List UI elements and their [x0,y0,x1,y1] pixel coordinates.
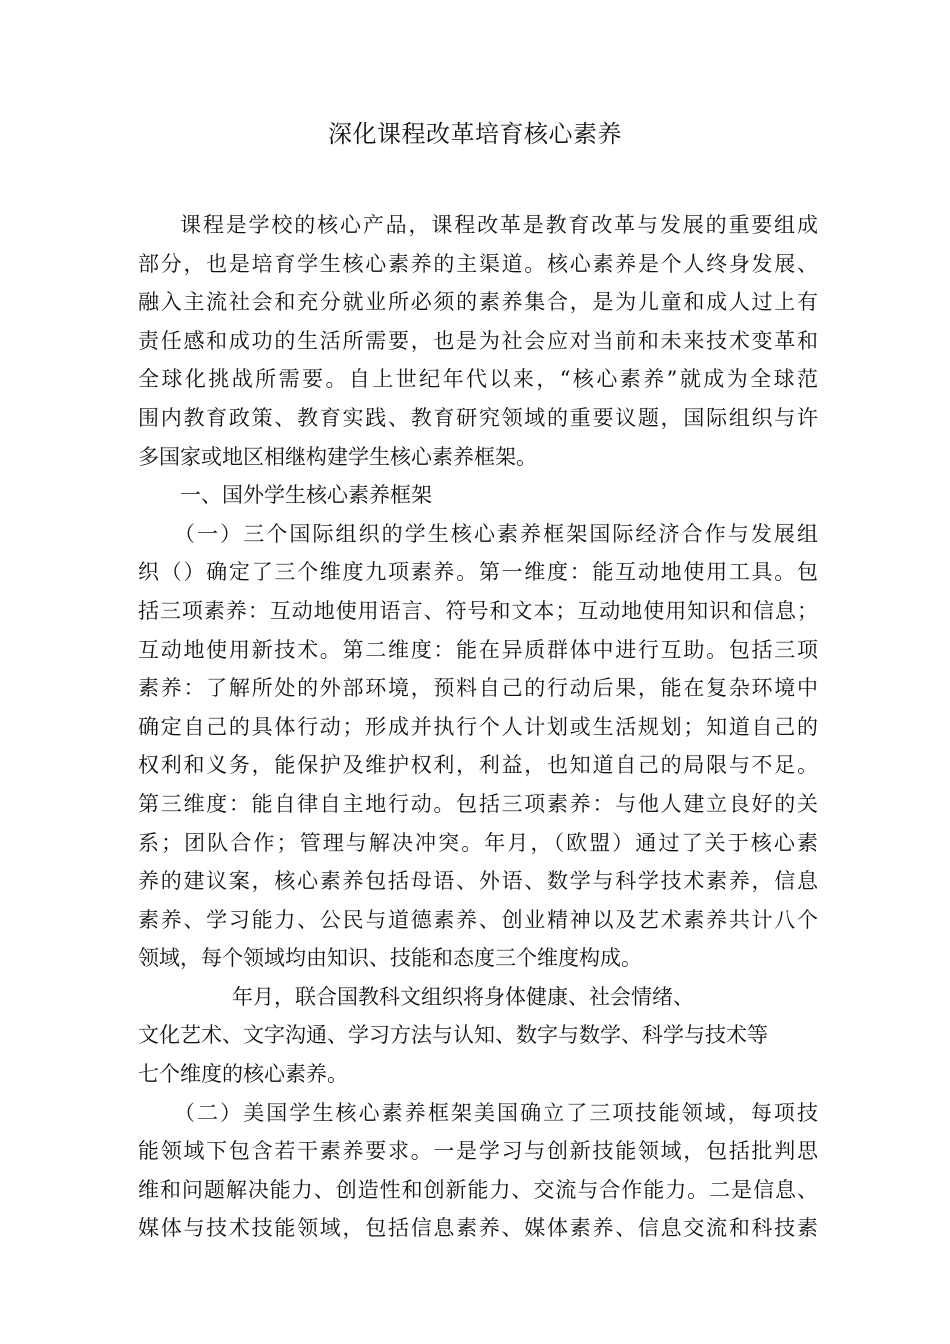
body-line: 系；团队合作；管理与解决冲突。年月，（欧盟）通过了关于核心素 [138,830,818,855]
body-line: 责任感和成功的生活所需要，也是为社会应对当前和未来技术变革和 [138,328,818,353]
body-line: 年月，联合国教科文组织将身体健康、社会情绪、 [232,984,694,1009]
body-line: 素养、学习能力、公民与道德素养、创业精神以及艺术素养共计八个 [138,907,818,932]
body-line: （一）三个国际组织的学生核心素养框架国际经济合作与发展组 [174,521,818,546]
document-body [138,206,818,1248]
body-line: 全球化挑战所需要。自上世纪年代以来，“核心素养”就成为全球范 [138,367,818,392]
body-line: 多国家或地区相继构建学生核心素养框架。 [138,444,537,469]
body-line: 维和问题解决能力、创造性和创新能力、交流与合作能力。二是信息、 [138,1177,818,1202]
body-line: 能领域下包含若干素养要求。一是学习与创新技能领域，包括批判思 [138,1139,818,1164]
body-line: 文化艺术、文字沟通、学习方法与认知、数字与数学、科学与技术等 [138,1023,768,1048]
body-line: 素养：了解所处的外部环境，预料自己的行动后果，能在复杂环境中 [138,676,818,701]
body-line: 媒体与技术技能领域，包括信息素养、媒体素养、信息交流和科技素 [138,1216,818,1241]
body-line: 互动地使用新技术。第二维度：能在异质群体中进行互助。包括三项 [138,637,818,662]
body-line: （二）美国学生核心素养框架美国确立了三项技能领域，每项技 [174,1100,818,1125]
section-heading: 一、国外学生核心素养框架 [180,483,432,508]
body-line: 领域，每个领域均由知识、技能和态度三个维度构成。 [138,946,642,971]
body-line: 围内教育政策、教育实践、教育研究领域的重要议题，国际组织与许 [138,405,818,430]
body-line: 第三维度：能自律自主地行动。包括三项素养：与他人建立良好的关 [138,791,818,816]
document-title: 深化课程改革培育核心素养 [328,120,622,148]
body-line: 养的建议案，核心素养包括母语、外语、数学与科学技术素养，信息 [138,869,818,894]
body-line: 织（）确定了三个维度九项素养。第一维度：能互动地使用工具。包 [138,560,818,585]
body-line: 课程是学校的核心产品，课程改革是教育改革与发展的重要组成 [180,213,818,237]
body-line: 括三项素养：互动地使用语言、符号和文本；互动地使用知识和信息； [138,598,818,623]
body-line: 权利和义务，能保护及维护权利，利益，也知道自己的局限与不足。 [138,753,818,778]
body-line: 确定自己的具体行动；形成并执行个人计划或生活规划；知道自己的 [138,714,818,739]
body-line: 七个维度的核心素养。 [138,1062,348,1087]
body-line: 部分，也是培育学生核心素养的主渠道。核心素养是个人终身发展、 [138,251,818,276]
body-line: 融入主流社会和充分就业所必须的素养集合，是为儿童和成人过上有 [138,290,818,315]
